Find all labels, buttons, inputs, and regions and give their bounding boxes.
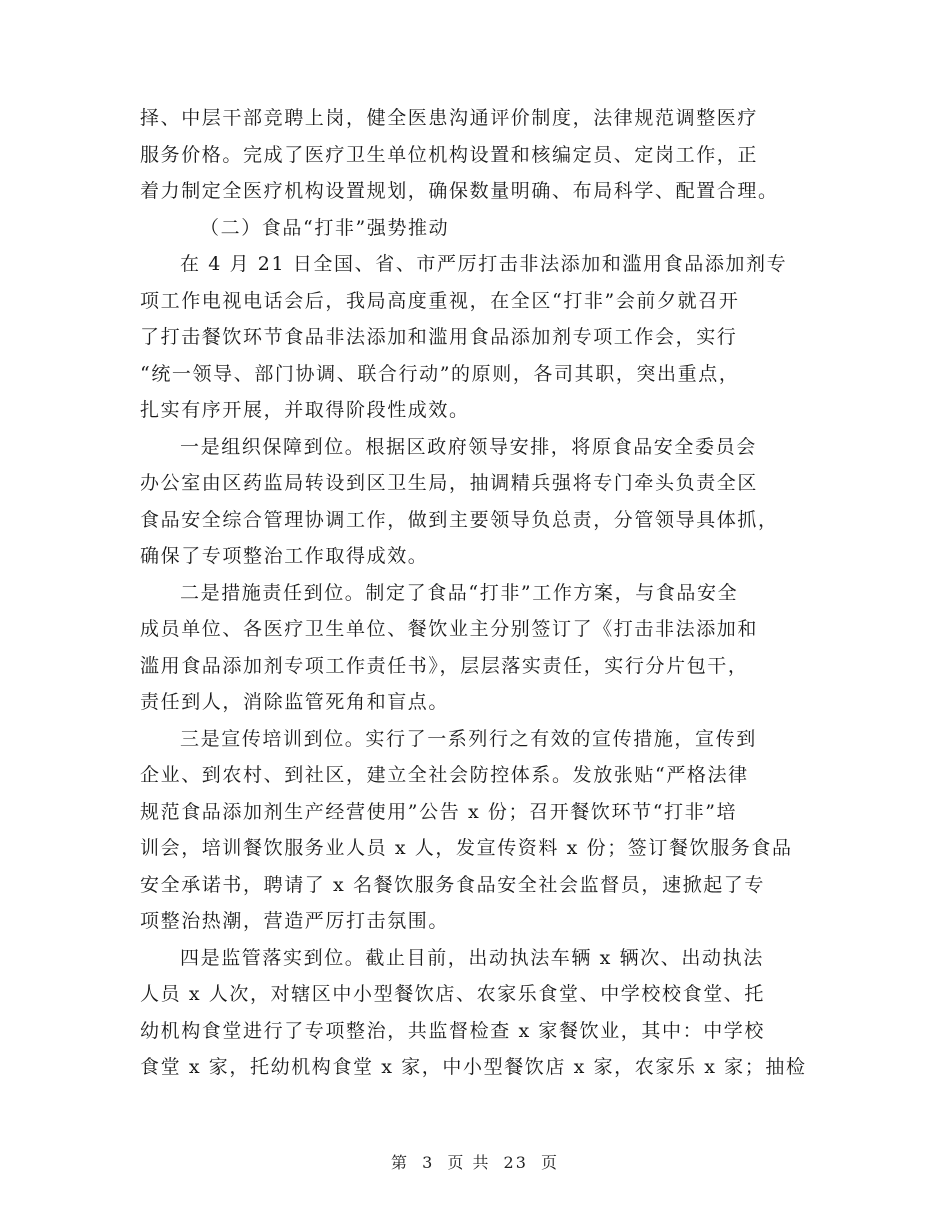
text-line: 企业、到农村、到社区，建立全社会防控体系。发放张贴“严格法律 <box>140 764 749 786</box>
text-line: 择、中层干部竞聘上岗，健全医患沟通评价制度，法律规范调整医疗 <box>140 107 759 129</box>
text-line: 食品安全综合管理协调工作，做到主要领导负总责，分管领导具体抓， <box>140 508 779 531</box>
text-line: 人员 x 人次，对辖区中小型餐饮店、农家乐食堂、中学校校食堂、托 <box>140 983 765 1005</box>
text-line: 成员单位、各医疗卫生单位、餐饮业主分别签订了《打击非法添加和 <box>140 618 759 640</box>
paragraph-supervision <box>140 940 812 1086</box>
page-footer <box>0 1150 950 1173</box>
text-line: 在 4 月 21 日全国、省、市严厉打击非法添加和滥用食品添加剂专 <box>180 253 788 275</box>
section-heading-text: （二）食品“打非”强势推动 <box>200 216 450 239</box>
text-line: 服务价格。完成了医疗卫生单位机构设置和核编定员、定岗工作，正 <box>140 143 759 166</box>
footer-middle: 页 共 <box>447 1153 491 1172</box>
paragraph-intro <box>140 246 812 429</box>
text-line: 确保了专项整治工作取得成效。 <box>140 545 429 567</box>
text-line: 三是宣传培训到位。实行了一系列行之有效的宣传措施，宣传到 <box>180 727 757 750</box>
footer-page-number: 3 <box>422 1153 435 1172</box>
text-line: “统一领导、部门协调、联合行动”的原则，各司其职，突出重点， <box>140 362 740 385</box>
text-line: 幼机构食堂进行了专项整治，共监督检查 x 家餐饮业，其中：中学校 <box>140 1019 765 1042</box>
footer-suffix: 页 <box>541 1153 560 1172</box>
text-line: 责任到人，消除监管死角和盲点。 <box>140 691 450 713</box>
document-body <box>140 100 812 1086</box>
text-line: 着力制定全医疗机构设置规划，确保数量明确、布局科学、配置合理。 <box>140 180 779 202</box>
text-line: 扎实有序开展，并取得阶段性成效。 <box>140 399 470 421</box>
section-heading <box>140 210 812 247</box>
paragraph-organization <box>140 429 812 575</box>
text-line: 四是监管落实到位。截止目前，出动执法车辆 x 辆次、出动执法 <box>180 946 764 969</box>
paragraph-publicity <box>140 721 812 940</box>
footer-prefix: 第 <box>390 1153 409 1172</box>
text-line: 食堂 x 家，托幼机构食堂 x 家，中小型餐饮店 x 家，农家乐 x 家；抽检 <box>140 1056 807 1078</box>
paragraph-measures <box>140 575 812 721</box>
text-line: 办公室由区药监局转设到区卫生局，抽调精兵强将专门牵头负责全区 <box>140 472 759 494</box>
text-line: 训会，培训餐饮服务业人员 x 人，发宣传资料 x 份；签订餐饮服务食品 <box>140 837 793 859</box>
footer-total-pages: 23 <box>503 1153 528 1172</box>
text-line: 项工作电视电话会后，我局高度重视，在全区“打非”会前夕就召开 <box>140 289 740 312</box>
text-line: 安全承诺书，聘请了 x 名餐饮服务食品安全社会监督员，速掀起了专 <box>140 873 765 896</box>
text-line: 了打击餐饮环节食品非法添加和滥用食品添加剂专项工作会，实行 <box>140 326 738 348</box>
paragraph-continued <box>140 100 812 210</box>
text-line: 项整治热潮，营造严厉打击氛围。 <box>140 910 450 932</box>
text-line: 二是措施责任到位。制定了食品“打非”工作方案，与食品安全 <box>180 581 739 604</box>
text-line: 滥用食品添加剂专项工作责任书》，层层落实责任，实行分片包干， <box>140 654 749 677</box>
text-line: 规范食品添加剂生产经营使用”公告 x 份；召开餐饮环节“打非”培 <box>140 800 738 823</box>
text-line: 一是组织保障到位。根据区政府领导安排，将原食品安全委员会 <box>180 435 757 458</box>
